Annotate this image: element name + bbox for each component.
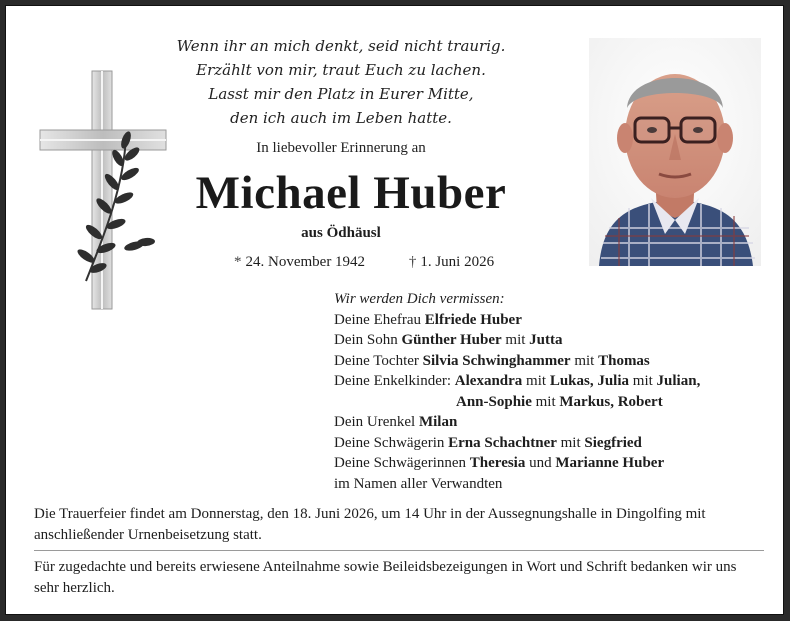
relative-name: Markus, Robert <box>559 393 663 410</box>
relative-name: Lukas, Julia <box>549 373 630 389</box>
poem-line: Erzählt von mir, traut Euch zu lachen. <box>196 61 486 79</box>
portrait-photo <box>589 38 761 266</box>
connector-word: mit <box>535 393 556 410</box>
relation-label: Deine Tochter <box>334 352 419 369</box>
relative-name: Alexandra <box>454 373 523 389</box>
relation-label: Dein Urenkel <box>334 414 416 430</box>
family-row <box>334 453 774 474</box>
obituary-card <box>5 5 784 615</box>
connector-word: mit <box>560 434 581 451</box>
death-date: 1. Juni 2026 <box>420 254 495 270</box>
relative-name: Milan <box>418 414 458 430</box>
relation-label: Deine Schwägerin <box>334 434 445 451</box>
relative-name: Julian, <box>656 373 701 389</box>
family-row <box>334 310 774 331</box>
poem <box>176 34 506 130</box>
family-heading: Wir werden Dich vermissen: <box>334 291 505 307</box>
relation-label: Deine Enkelkinder: <box>334 373 452 389</box>
family-closing: im Namen aller Verwandten <box>334 475 503 492</box>
poem-line: Wenn ihr an mich denkt, seid nicht traurig. <box>176 37 506 55</box>
relative-name: Erna Schachtner <box>448 434 557 451</box>
divider <box>34 550 764 551</box>
relation-label: Deine Schwägerinnen <box>334 455 467 471</box>
connector-word: mit <box>526 373 547 389</box>
deceased-name: Michael Huber <box>195 167 507 219</box>
relative-name: Ann-Sophie <box>456 393 532 410</box>
relative-name: Marianne Huber <box>555 455 665 471</box>
birth-symbol: * <box>234 254 242 270</box>
relative-name: Thomas <box>598 352 650 369</box>
connector-word: und <box>529 455 552 471</box>
relative-name: Theresia <box>469 455 526 471</box>
intro-text: In liebevoller Erinnerung an <box>256 140 426 156</box>
relative-name: Silvia Schwinghammer <box>422 352 571 369</box>
origin-text: aus Ödhäusl <box>301 225 381 241</box>
poem-line: Lasst mir den Platz in Eurer Mitte, <box>208 85 474 103</box>
birth-date: 24. November 1942 <box>245 254 366 270</box>
family-row <box>334 412 774 433</box>
poem-line: den ich auch im Leben hatte. <box>230 109 452 127</box>
family-row <box>334 433 774 454</box>
relative-name: Siegfried <box>584 434 642 451</box>
relative-name: Elfriede Huber <box>424 311 522 328</box>
relation-label: Dein Sohn <box>334 332 398 348</box>
death-symbol: † <box>408 254 417 270</box>
relative-name: Günther Huber <box>401 332 502 348</box>
funeral-notice: Die Trauerfeier findet am Donnerstag, den 18. Juni 2026, um 14 Uhr in der Aussegnungshalle in Dingolfing mit anschließender Urnenbeisetzung statt. <box>34 506 706 543</box>
life-dates <box>234 254 494 271</box>
family-row <box>334 351 774 372</box>
family-list <box>334 289 774 494</box>
relation-label: Deine Ehefrau <box>334 311 422 328</box>
thanks-notice: Für zugedachte und bereits erwiesene Anteilnahme sowie Beileidsbezeigungen in Wort und Schrift bedanken wir uns sehr herzlich. <box>34 559 737 596</box>
family-row <box>334 330 774 351</box>
connector-word: mit <box>505 332 526 348</box>
connector-word: mit <box>574 352 595 369</box>
family-row <box>334 371 774 392</box>
relative-name: Jutta <box>529 332 563 348</box>
family-row <box>334 392 774 413</box>
connector-word: mit <box>632 373 653 389</box>
